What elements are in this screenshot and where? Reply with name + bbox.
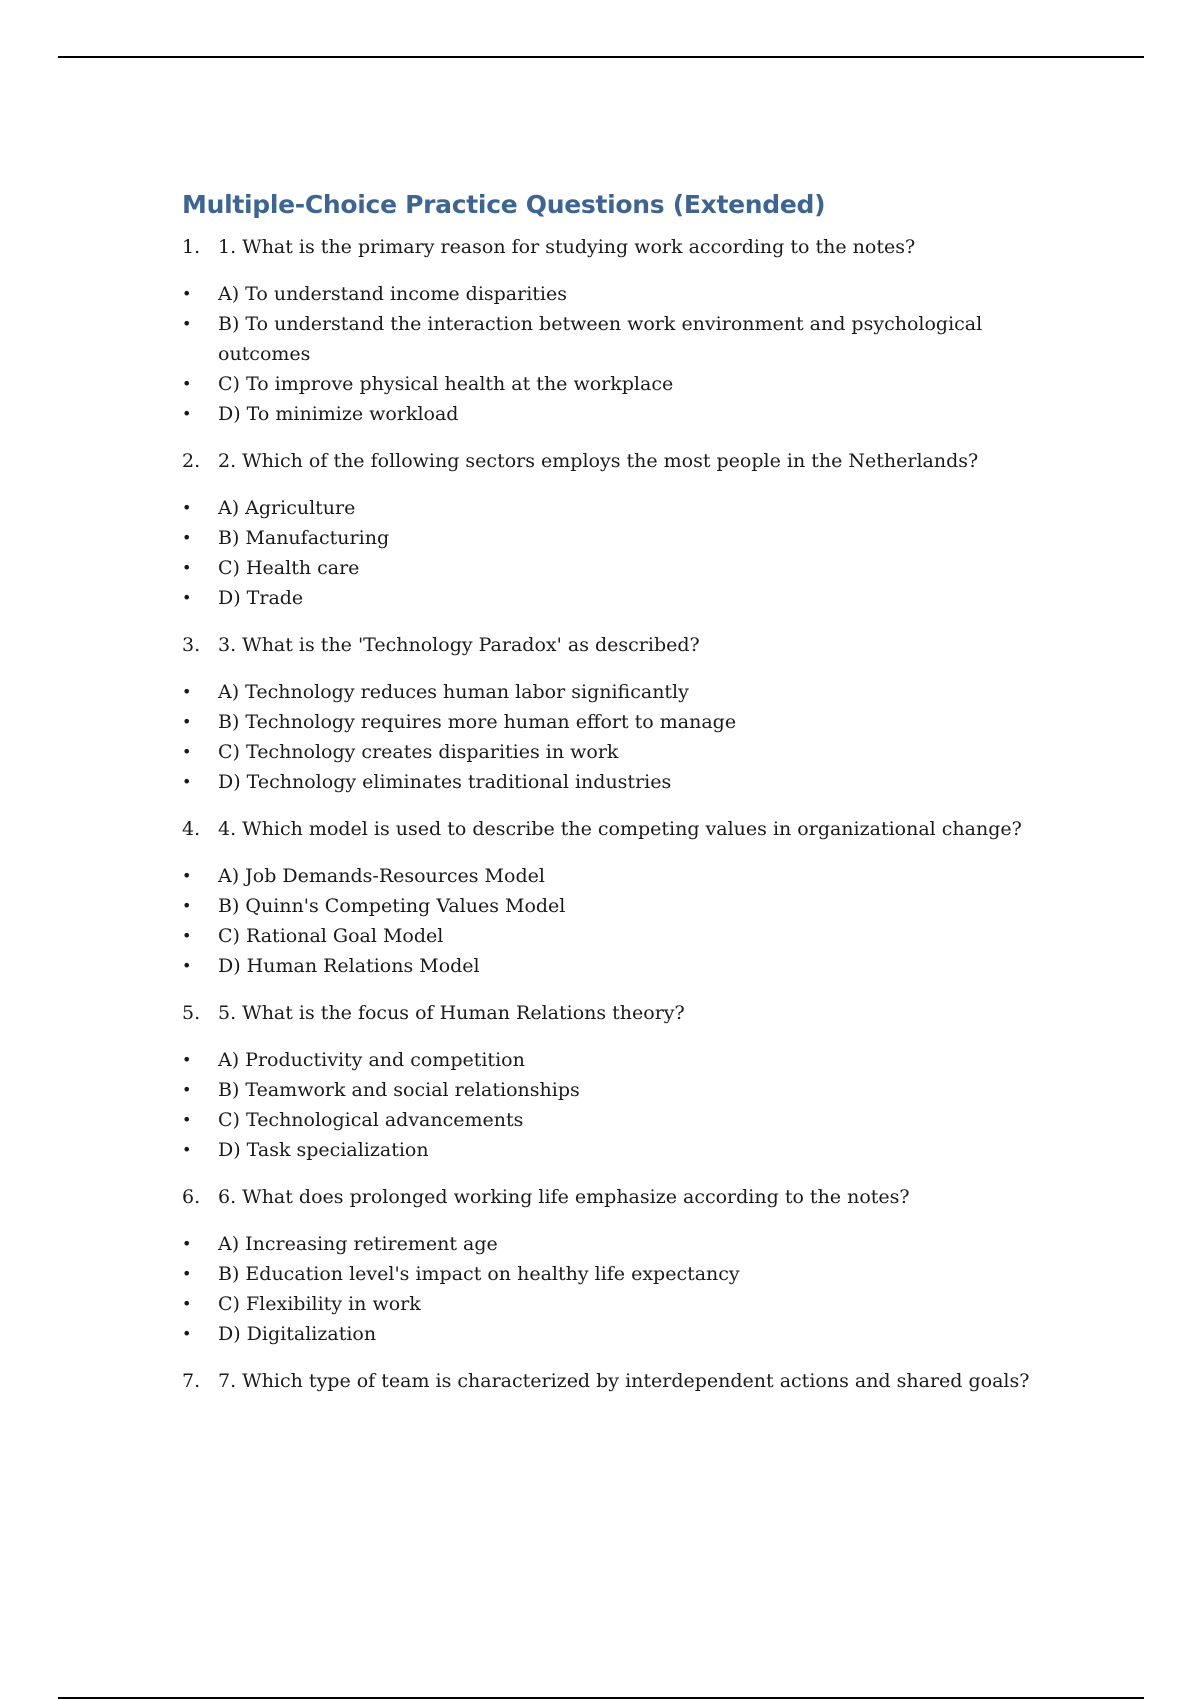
answer-option-text: D) Human Relations Model bbox=[218, 955, 480, 977]
question-text: 5. What is the focus of Human Relations theory? bbox=[218, 1002, 685, 1024]
bullet-icon: • bbox=[182, 588, 192, 607]
answer-option bbox=[182, 921, 1032, 951]
answer-option-text: B) Manufacturing bbox=[218, 527, 390, 549]
answer-option-text: B) Technology requires more human effort to manage bbox=[218, 711, 737, 733]
question-number: 5. bbox=[182, 1002, 201, 1024]
answer-option bbox=[182, 309, 1032, 369]
bullet-icon: • bbox=[182, 404, 192, 423]
answer-option-text: D) Technology eliminates traditional industries bbox=[218, 771, 672, 793]
bullet-icon: • bbox=[182, 1264, 192, 1283]
answer-options bbox=[182, 493, 1032, 613]
answer-option bbox=[182, 767, 1032, 797]
question-number: 3. bbox=[182, 634, 201, 656]
answer-option bbox=[182, 737, 1032, 767]
answer-option bbox=[182, 1289, 1032, 1319]
question-number: 1. bbox=[182, 236, 201, 258]
bullet-icon: • bbox=[182, 314, 192, 333]
question-text: 3. What is the 'Technology Paradox' as described? bbox=[218, 634, 700, 656]
bullet-icon: • bbox=[182, 1140, 192, 1159]
answer-options bbox=[182, 1045, 1032, 1165]
question-text: 6. What does prolonged working life emphasize according to the notes? bbox=[218, 1186, 910, 1208]
bullet-icon: • bbox=[182, 1324, 192, 1343]
answer-option-text: A) Productivity and competition bbox=[218, 1049, 525, 1071]
footer-rule bbox=[58, 1697, 1144, 1699]
bullet-icon: • bbox=[182, 742, 192, 761]
answer-option bbox=[182, 369, 1032, 399]
question-1 bbox=[182, 233, 1032, 261]
question-number: 2. bbox=[182, 450, 201, 472]
answer-option bbox=[182, 1135, 1032, 1165]
answer-option-text: C) Technology creates disparities in work bbox=[218, 741, 619, 763]
answer-option bbox=[182, 891, 1032, 921]
bullet-icon: • bbox=[182, 956, 192, 975]
bullet-icon: • bbox=[182, 896, 192, 915]
answer-option bbox=[182, 399, 1032, 429]
header-rule bbox=[58, 56, 1144, 58]
answer-option-text: A) Increasing retirement age bbox=[218, 1233, 498, 1255]
answer-option bbox=[182, 1229, 1032, 1259]
question-5 bbox=[182, 999, 1032, 1027]
answer-option-text: C) Rational Goal Model bbox=[218, 925, 444, 947]
question-text: 7. Which type of team is characterized by interdependent actions and shared goals? bbox=[218, 1370, 1030, 1392]
answer-option bbox=[182, 707, 1032, 737]
question-number: 7. bbox=[182, 1370, 201, 1392]
question-4 bbox=[182, 815, 1032, 843]
answer-option bbox=[182, 677, 1032, 707]
question-number: 4. bbox=[182, 818, 201, 840]
page-title: Multiple-Choice Practice Questions (Extended) bbox=[182, 190, 826, 219]
question-list bbox=[182, 233, 1032, 1395]
answer-options bbox=[182, 677, 1032, 797]
bullet-icon: • bbox=[182, 284, 192, 303]
answer-option-text: D) Digitalization bbox=[218, 1323, 377, 1345]
question-2 bbox=[182, 447, 1032, 475]
bullet-icon: • bbox=[182, 1110, 192, 1129]
bullet-icon: • bbox=[182, 1080, 192, 1099]
answer-option-text: D) To minimize workload bbox=[218, 403, 459, 425]
answer-options bbox=[182, 861, 1032, 981]
answer-option bbox=[182, 1045, 1032, 1075]
answer-option bbox=[182, 1319, 1032, 1349]
answer-option bbox=[182, 493, 1032, 523]
answer-option bbox=[182, 1105, 1032, 1135]
answer-option-text: A) Agriculture bbox=[218, 497, 356, 519]
question-7 bbox=[182, 1367, 1032, 1395]
answer-option-text: A) To understand income disparities bbox=[218, 283, 568, 305]
bullet-icon: • bbox=[182, 1294, 192, 1313]
bullet-icon: • bbox=[182, 772, 192, 791]
bullet-icon: • bbox=[182, 558, 192, 577]
answer-option-text: C) Flexibility in work bbox=[218, 1293, 421, 1315]
answer-option bbox=[182, 1259, 1032, 1289]
answer-option-text: C) Health care bbox=[218, 557, 360, 579]
answer-option bbox=[182, 583, 1032, 613]
question-text: 4. Which model is used to describe the competing values in organizational change? bbox=[218, 818, 1022, 840]
question-number: 6. bbox=[182, 1186, 201, 1208]
answer-option-text: B) Quinn's Competing Values Model bbox=[218, 895, 566, 917]
bullet-icon: • bbox=[182, 926, 192, 945]
answer-option-text: A) Technology reduces human labor significantly bbox=[218, 681, 689, 703]
answer-option-text: B) To understand the interaction between work environment and psychological outcomes bbox=[218, 313, 983, 365]
question-text: 1. What is the primary reason for studying work according to the notes? bbox=[218, 236, 916, 258]
bullet-icon: • bbox=[182, 1050, 192, 1069]
answer-option bbox=[182, 523, 1032, 553]
bullet-icon: • bbox=[182, 1234, 192, 1253]
question-6 bbox=[182, 1183, 1032, 1211]
answer-option bbox=[182, 951, 1032, 981]
document-body bbox=[182, 190, 1032, 1413]
answer-option-text: D) Trade bbox=[218, 587, 304, 609]
answer-option bbox=[182, 279, 1032, 309]
answer-option-text: C) To improve physical health at the workplace bbox=[218, 373, 674, 395]
answer-options bbox=[182, 279, 1032, 429]
bullet-icon: • bbox=[182, 498, 192, 517]
answer-option bbox=[182, 861, 1032, 891]
bullet-icon: • bbox=[182, 528, 192, 547]
question-3 bbox=[182, 631, 1032, 659]
answer-option-text: C) Technological advancements bbox=[218, 1109, 524, 1131]
bullet-icon: • bbox=[182, 866, 192, 885]
answer-option bbox=[182, 553, 1032, 583]
answer-option bbox=[182, 1075, 1032, 1105]
answer-option-text: D) Task specialization bbox=[218, 1139, 429, 1161]
question-text: 2. Which of the following sectors employs the most people in the Netherlands? bbox=[218, 450, 979, 472]
answer-option-text: B) Education level's impact on healthy life expectancy bbox=[218, 1263, 740, 1285]
bullet-icon: • bbox=[182, 712, 192, 731]
answer-options bbox=[182, 1229, 1032, 1349]
answer-option-text: A) Job Demands-Resources Model bbox=[218, 865, 545, 887]
answer-option-text: B) Teamwork and social relationships bbox=[218, 1079, 580, 1101]
bullet-icon: • bbox=[182, 374, 192, 393]
bullet-icon: • bbox=[182, 682, 192, 701]
